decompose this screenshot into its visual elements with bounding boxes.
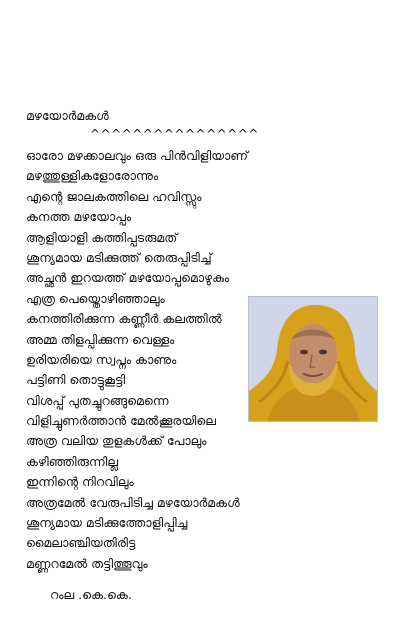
poem-line-17: ഇന്നിന്റെ നിറവിലും <box>26 474 134 490</box>
poem-line-1: ഓരോ മഴക്കാലവും ഒരു പിൻവിളിയാണ് <box>26 148 248 163</box>
poem-line-10: അമ്മ തിളപ്പിക്കുന്ന വെള്ളം <box>26 331 175 347</box>
poem-title: മഴയോർമകൾ <box>26 108 109 123</box>
poem-line-20: മൈലാഞ്ചിയതിരിട്ട <box>26 535 136 551</box>
poem-line-12: പട്ടിണി തൊട്ടുകൂട്ടി <box>26 372 126 388</box>
poem-line-7: അച്ഛൻ ഇറയത്ത് മഴയോപ്പമൊഴുകും <box>26 270 230 286</box>
poem-line-3: എന്റെ ജാലകത്തിലെ ഹവിസ്സും <box>26 188 202 204</box>
poem-line-9: കനത്തിരിക്കുന്ന കണ്ണീർ കലത്തിൽ <box>26 311 222 327</box>
poem-line-18: അത്രമേൽ വേരുപിടിച്ച മഴയോർമകൾ <box>26 494 240 510</box>
poem-line-5: ആളിയാളി കത്തിപ്പടരുമത് <box>26 229 178 245</box>
poem-line-15: അത്ര വലിയ തുളകൾക്ക് പോലും <box>26 433 207 449</box>
poem-line-11: ഉരിയരിയെ സ്വപ്നം കാണും <box>26 351 177 367</box>
poem-line-16: കഴിഞ്ഞിരുന്നില്ല <box>26 453 119 469</box>
poem-line-21: മണ്ണറമേൽ തട്ടിത്തൂവും <box>26 555 148 571</box>
poem-line-2: മഴത്തുള്ളികളോരോന്നും <box>26 168 159 184</box>
poem-lines <box>26 146 248 574</box>
author-name: റംല .കെ.കെ. <box>50 587 132 602</box>
poem-line-19: ശൂന്യമായ മടിക്കുത്തോളിപ്പിച്ച <box>26 515 188 531</box>
poem-line-6: ശൂന്യമായ മടിക്കുത്ത് തെരുപ്പിടിച്ച് <box>26 249 212 265</box>
caret-divider: ^^^^^^^^^^^^^^^^ <box>90 127 259 141</box>
portrait-icon <box>249 297 377 421</box>
portrait-photo <box>248 296 378 422</box>
poem-line-14: വിളിച്ചുണർത്താൻ മേൽക്കൂരയിലെ <box>26 413 216 429</box>
poem-line-13: വിശപ്പ് പുതച്ചുറങ്ങുമെന്നെ <box>26 392 169 408</box>
poem-line-4: കനത്ത മഴയോപ്പം <box>26 209 132 225</box>
poem-line-8: എത്ര പെയ്തൊഴിഞ്ഞാലും <box>26 290 165 306</box>
